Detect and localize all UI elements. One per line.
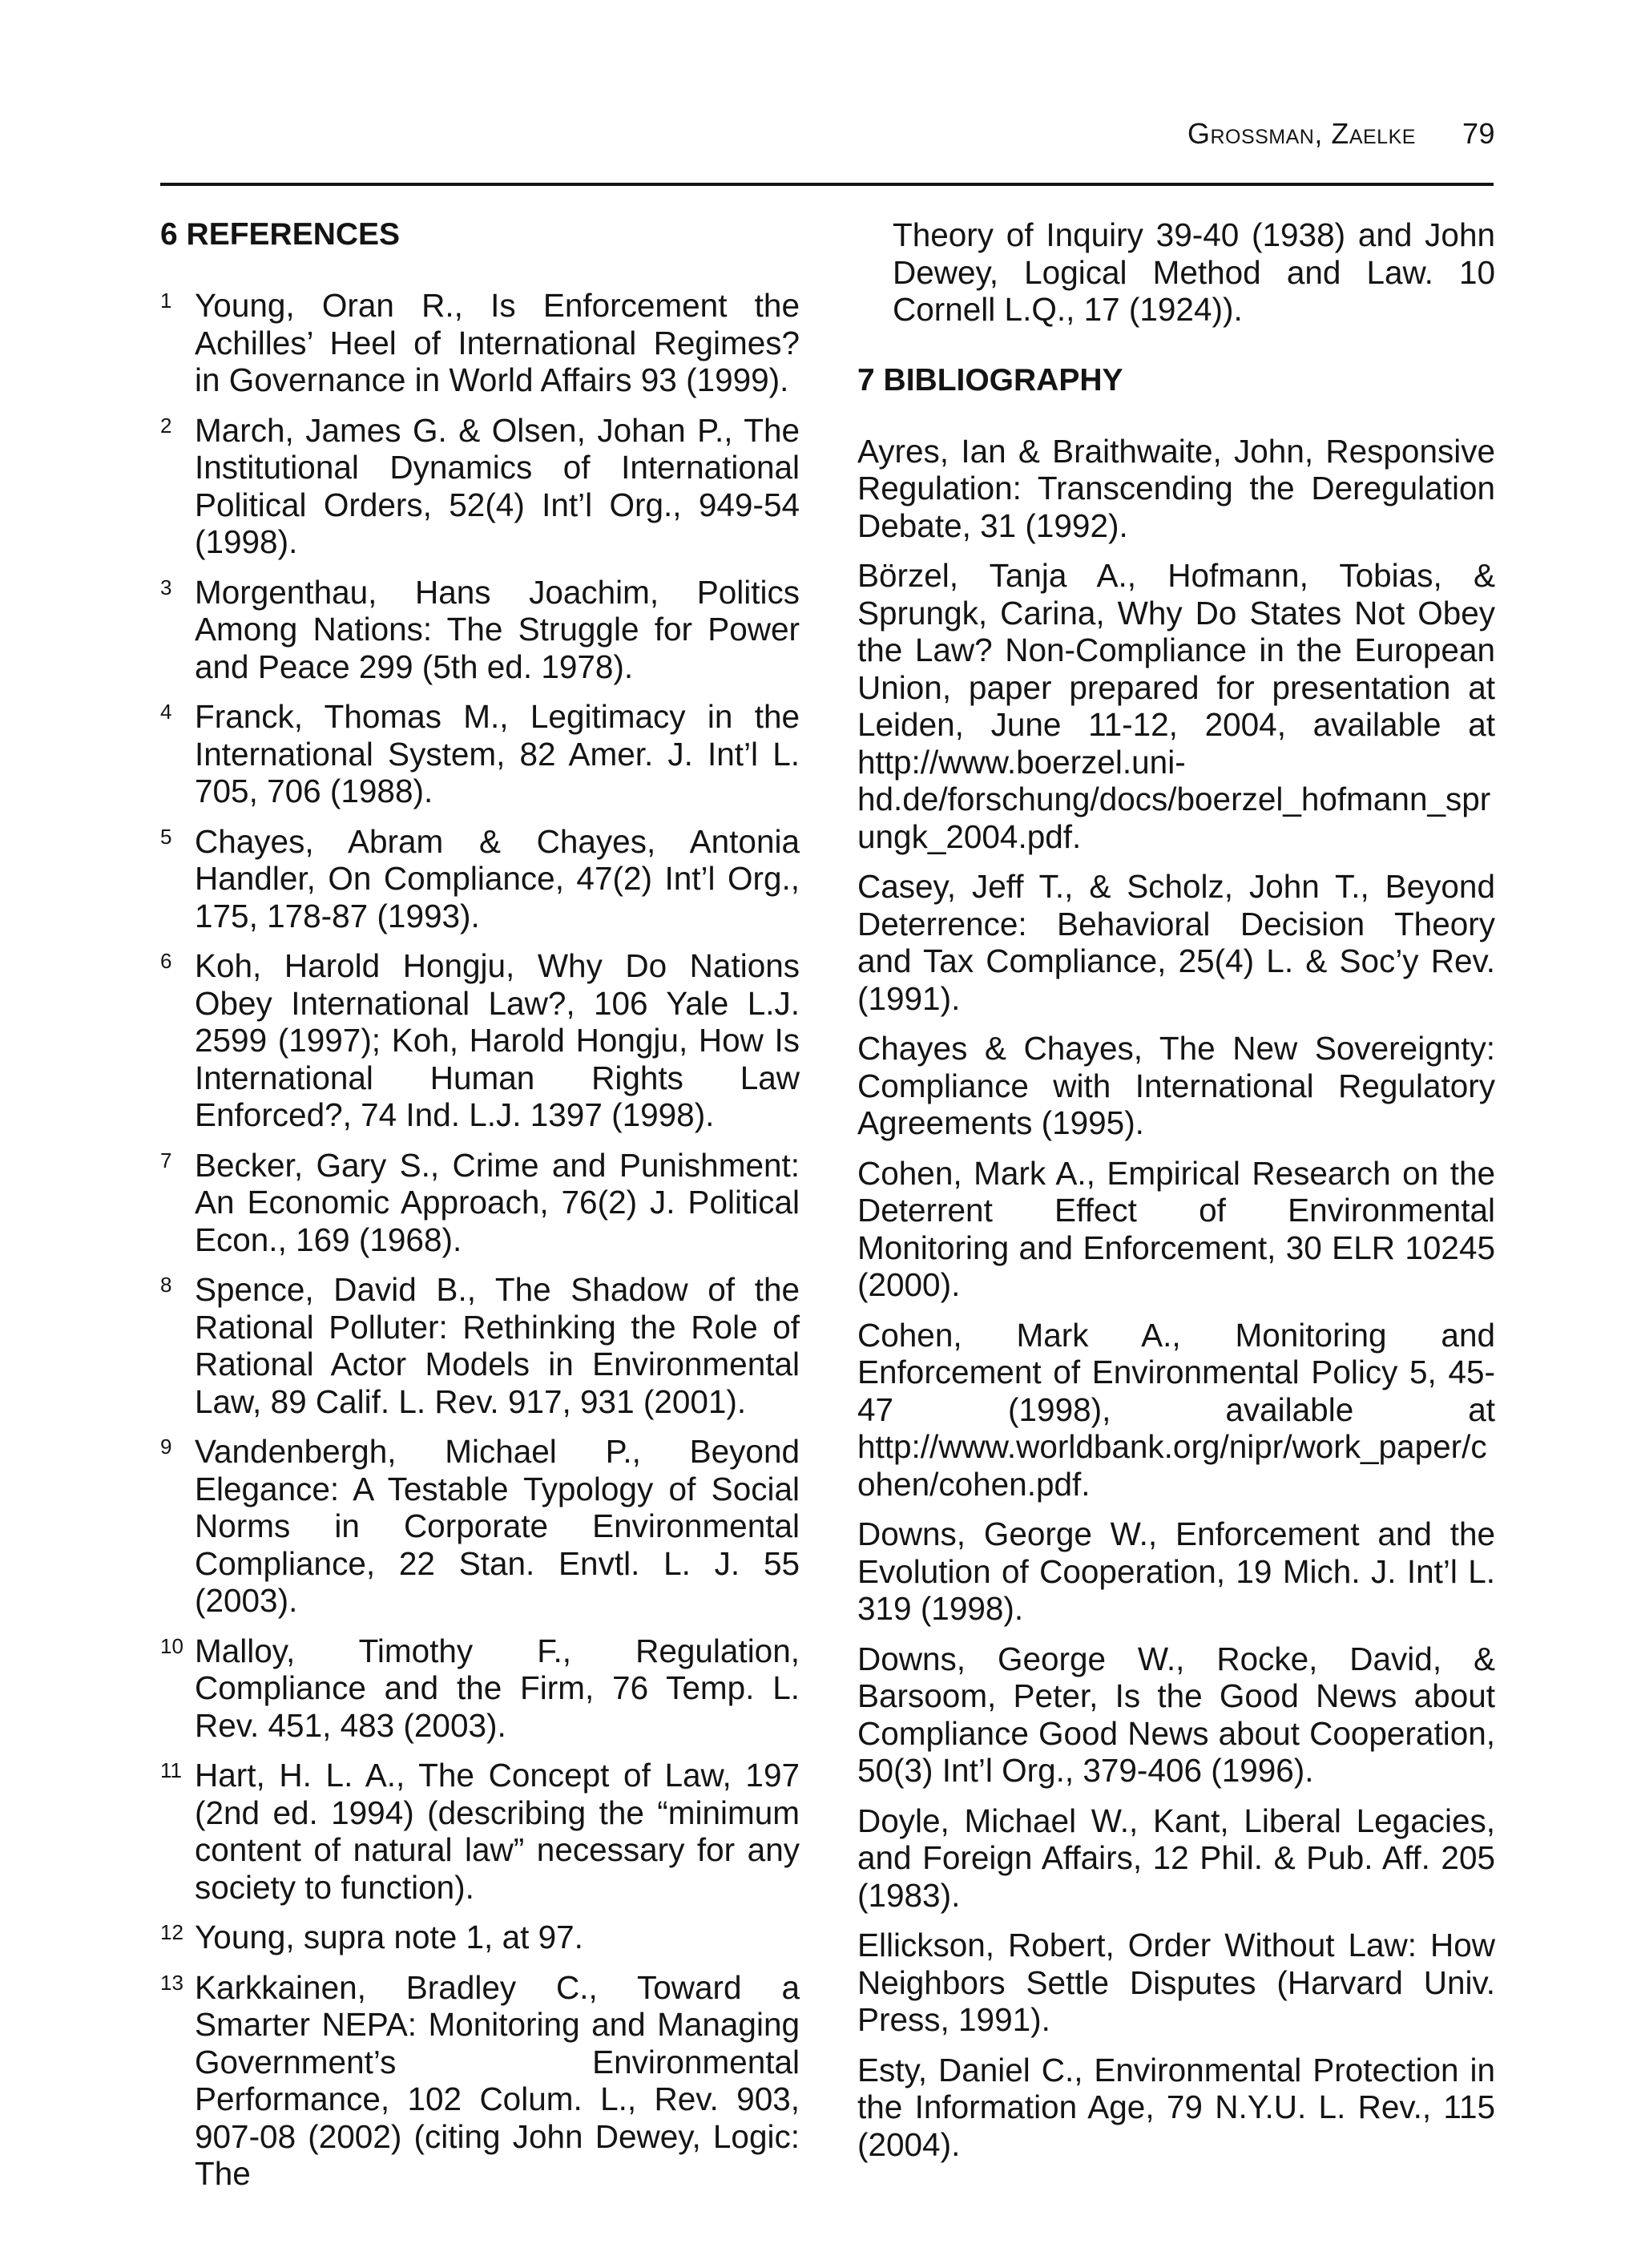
reference-item (160, 1147, 800, 1259)
reference-item (160, 1433, 800, 1620)
reference-number: 2 (160, 413, 172, 438)
reference-text: Franck, Thomas M., Legitimacy in the International System, 82 Amer. J. Int’l L. 705, 706 (1988). (195, 698, 800, 809)
reference-number: 1 (160, 289, 172, 313)
reference-text: Karkkainen, Bradley C., Toward a Smarter NEPA: Monitoring and Managing Government’s Environmental Performance, 102 Colum. L., Rev. 903, 907-08 (2002) (citing John Dewey, Logic: The (195, 1968, 800, 2192)
bibliography-entry: Ellickson, Robert, Order Without Law: How Neighbors Settle Disputes (Harvard Univ. Press, 1991). (857, 1927, 1495, 2038)
bibliography-entry: Cohen, Mark A., Empirical Research on the Deterrent Effect of Environmental Monitoring and Enforcement, 30 ELR 10245 (2000). (857, 1154, 1495, 1303)
reference-number: 10 (160, 1633, 183, 1658)
reference-text: Spence, David B., The Shadow of the Rational Polluter: Rethinking the Role of Rational Actor Models in Environmental Law, 89 Calif. L. Rev. 917, 931 (2001). (195, 1271, 800, 1420)
reference-number: 5 (160, 824, 172, 849)
reference-item (160, 1969, 800, 2193)
reference-text: Young, supra note 1, at 97. (195, 1919, 583, 1955)
reference-text: Koh, Harold Hongju, Why Do Nations Obey International Law?, 106 Yale L.J. 2599 (1997); Koh, Harold Hongju, How Is International Human Rights Law Enforced?, 74 Ind. L.J. 1397 (1998). (195, 947, 800, 1133)
page-number: 79 (1462, 117, 1495, 150)
reference-text: Becker, Gary S., Crime and Punishment: An Economic Approach, 76(2) J. Political Econ., 169 (1968). (195, 1146, 800, 1258)
bibliography-list (857, 433, 1495, 2164)
reference-13-continuation: Theory of Inquiry 39-40 (1938) and John Dewey, Logical Method and Law. 10 Cornell L.Q., 17 (1924)). (893, 216, 1495, 328)
reference-item (160, 1919, 800, 1956)
reference-number: 11 (160, 1758, 182, 1782)
header-rule (160, 183, 1494, 186)
bibliography-entry: Downs, George W., Rocke, David, & Barsoom, Peter, Is the Good News about Compliance Good News about Cooperation, 50(3) Int’l Org., 379-406 (1996). (857, 1640, 1495, 1789)
running-head (1187, 117, 1495, 151)
reference-text: March, James G. & Olsen, Johan P., The Institutional Dynamics of International Political Orders, 52(4) Int’l Org., 949-54 (1998). (195, 411, 800, 560)
right-column (857, 216, 1495, 2176)
bibliography-entry: Downs, George W., Enforcement and the Evolution of Cooperation, 19 Mich. J. Int’l L. 319 (1998). (857, 1515, 1495, 1627)
left-column (160, 216, 800, 2205)
reference-item (160, 1757, 800, 1906)
reference-number: 3 (160, 575, 172, 599)
reference-text: Young, Oran R., Is Enforcement the Achilles’ Heel of International Regimes? in Governance in World Affairs 93 (1999). (195, 287, 800, 398)
reference-number: 12 (160, 1920, 183, 1944)
reference-item (160, 287, 800, 399)
bibliography-entry: Ayres, Ian & Braithwaite, John, Responsive Regulation: Transcending the Deregulation Debate, 31 (1992). (857, 432, 1495, 544)
references-list (160, 287, 800, 2193)
reference-item (160, 947, 800, 1134)
reference-text: Vandenbergh, Michael P., Beyond Elegance: A Testable Typology of Social Norms in Corporate Environmental Compliance, 22 Stan. Envtl. L. J. 55 (2003). (195, 1433, 800, 1619)
reference-number: 9 (160, 1435, 172, 1459)
references-heading: 6 REFERENCES (160, 217, 401, 252)
reference-item (160, 412, 800, 561)
reference-item (160, 823, 800, 935)
reference-number: 6 (160, 949, 172, 973)
bibliography-heading: 7 BIBLIOGRAPHY (857, 362, 1123, 398)
reference-text: Morgenthau, Hans Joachim, Politics Among Nations: The Struggle for Power and Peace 299 (5th ed. 1978). (195, 573, 800, 685)
bibliography-entry: Börzel, Tanja A., Hofmann, Tobias, & Sprungk, Carina, Why Do States Not Obey the Law? Non-Compliance in the European Union, paper prepared for presentation at Leiden, June 11-12, 2004, available at http://www.boerzel.uni-hd.de/forschung/docs/boerzel_hofmann_sprungk_2004.pdf. (857, 557, 1495, 855)
bibliography-entry: Doyle, Michael W., Kant, Liberal Legacies, and Foreign Affairs, 12 Phil. & Pub. Aff. 205 (1983). (857, 1802, 1495, 1914)
reference-text: Chayes, Abram & Chayes, Antonia Handler, On Compliance, 47(2) Int’l Org., 175, 178-87 (1993). (195, 822, 800, 934)
reference-number: 4 (160, 700, 172, 724)
reference-item (160, 1632, 800, 1745)
reference-number: 8 (160, 1273, 172, 1297)
bibliography-entry: Casey, Jeff T., & Scholz, John T., Beyond Deterrence: Behavioral Decision Theory and Tax Compliance, 25(4) L. & Soc’y Rev. (1991). (857, 868, 1495, 1017)
bibliography-entry: Esty, Daniel C., Environmental Protection in the Information Age, 79 N.Y.U. L. Rev., 115 (2004). (857, 2051, 1495, 2163)
reference-item (160, 698, 800, 810)
bibliography-entry: Chayes & Chayes, The New Sovereignty: Compliance with International Regulatory Agreements (1995). (857, 1030, 1495, 1141)
reference-text: Hart, H. L. A., The Concept of Law, 197 (2nd ed. 1994) (describing the “minimum content of natural law” necessary for any society to function). (195, 1757, 800, 1906)
reference-number: 13 (160, 1970, 183, 1995)
running-head-authors: Grossman, Zaelke (1187, 117, 1416, 150)
reference-text: Malloy, Timothy F., Regulation, Compliance and the Firm, 76 Temp. L. Rev. 451, 483 (2003). (195, 1632, 800, 1744)
reference-item (160, 1271, 800, 1420)
reference-item (160, 574, 800, 686)
bibliography-entry: Cohen, Mark A., Monitoring and Enforcement of Environmental Policy 5, 45-47 (1998), available at http://www.worldbank.org/nipr/work_paper/cohen/cohen.pdf. (857, 1316, 1495, 1503)
reference-number: 7 (160, 1148, 172, 1172)
